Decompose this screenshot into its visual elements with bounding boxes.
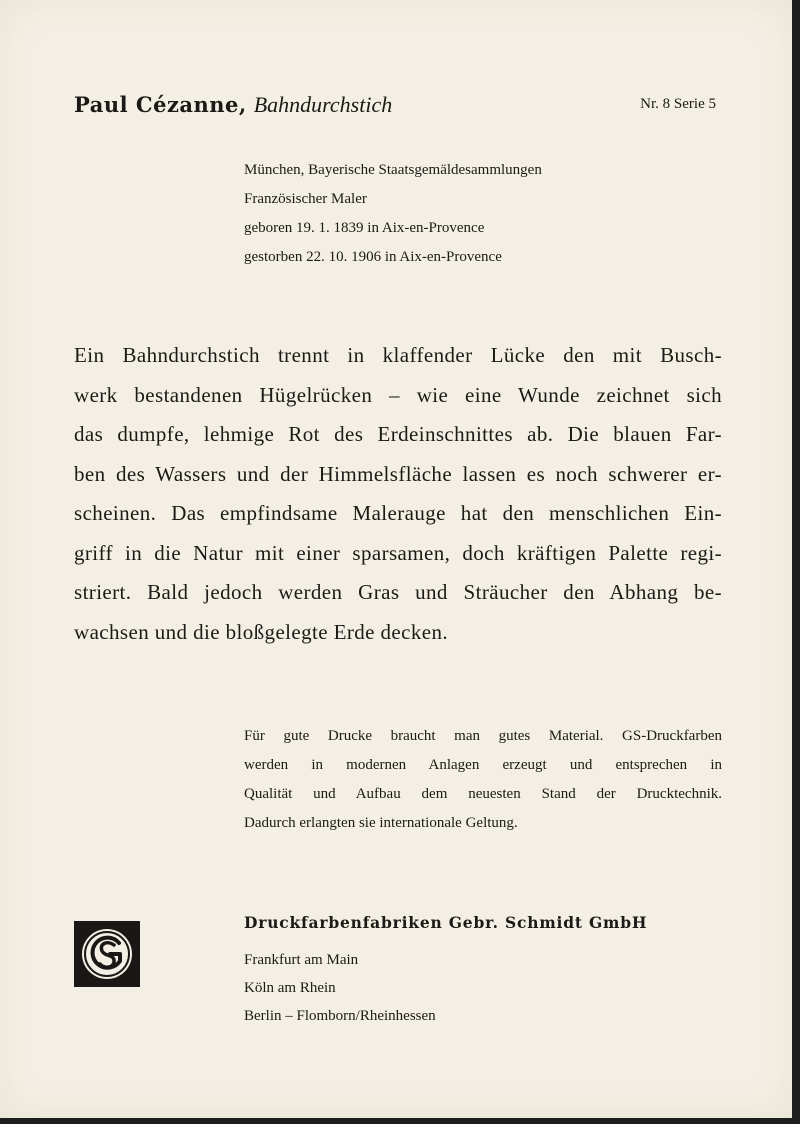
ad-line: werden in modernen Anlagen erzeugt und entsprechen in: [244, 757, 722, 773]
ad-line: Qualität und Aufbau dem neuesten Stand der Drucktechnik.: [244, 786, 722, 802]
title-line: [74, 92, 392, 118]
description-line: werk bestandenen Hügelrücken – wie eine Wunde zeichnet sich: [74, 382, 722, 407]
description-line: Ein Bahndurchstich trennt in klaffender Lücke den mit Busch-: [74, 343, 722, 367]
description-line: wachsen und die bloßgelegte Erde decken.: [74, 619, 449, 644]
series-number: Nr. 8 Serie 5: [640, 96, 716, 112]
location-line: Frankfurt am Main: [244, 952, 359, 968]
artwork-title: Bahndurchstich: [253, 92, 393, 117]
company-name: Druckfarbenfabriken Gebr. Schmidt GmbH: [244, 913, 648, 932]
description-paragraph: [74, 336, 722, 652]
advertisement-paragraph: [244, 722, 722, 838]
ad-line: Für gute Drucke braucht man gutes Material. GS-Druckfarben: [244, 728, 722, 744]
scan-border-bottom: [0, 1118, 800, 1124]
description-line: griff in die Natur mit einer sparsamen, doch kräftigen Palette regi-: [74, 540, 722, 565]
location-line: Berlin – Flomborn/Rheinhessen: [244, 1008, 436, 1024]
ad-line: Dadurch erlangten sie internationale Geltung.: [244, 815, 518, 831]
gs-logo-icon: [74, 921, 140, 987]
description-line: scheinen. Das empfindsame Malerauge hat den menschlichen Ein-: [74, 501, 722, 525]
info-line: Französischer Maler: [244, 191, 367, 207]
scan-border-right: [792, 0, 800, 1124]
artwork-info: [244, 156, 542, 272]
company-locations: [244, 946, 436, 1030]
info-line: München, Bayerische Staatsgemäldesammlungen: [244, 162, 542, 178]
gs-logo: [74, 921, 140, 987]
artist-name: Paul Cézanne,: [74, 92, 247, 117]
description-line: ben des Wassers und der Himmelsfläche lassen es noch schwerer er-: [74, 461, 722, 486]
description-line: striert. Bald jedoch werden Gras und Sträucher den Abhang be-: [74, 580, 722, 604]
info-line: geboren 19. 1. 1839 in Aix-en-Provence: [244, 220, 485, 236]
location-line: Köln am Rhein: [244, 980, 336, 996]
info-line: gestorben 22. 10. 1906 in Aix-en-Provence: [244, 249, 502, 265]
description-line: das dumpfe, lehmige Rot des Erdeinschnittes ab. Die blauen Far-: [74, 422, 722, 446]
